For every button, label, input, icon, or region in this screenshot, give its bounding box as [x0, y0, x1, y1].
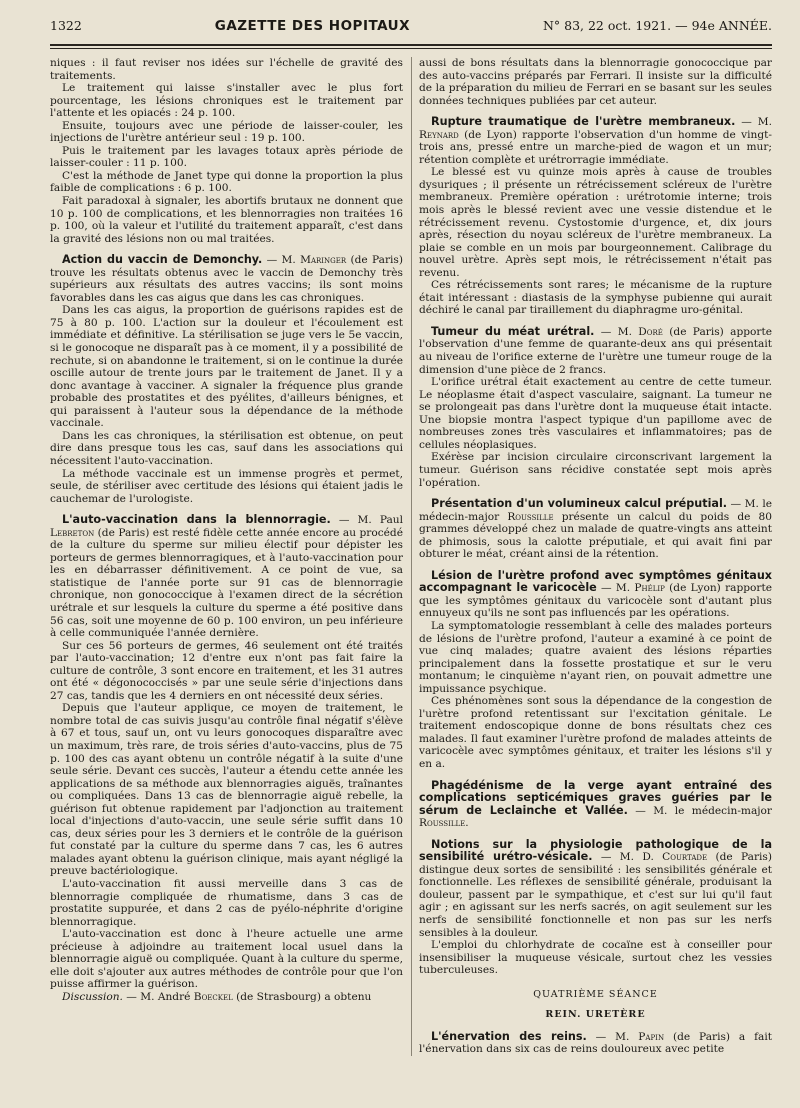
paragraph: L'orifice urétral était exactement au centre de cette tumeur. Le néoplasme était d'aspect vasculaire, saignant. La tumeur ne se prolongeait pas dans l'urètre dont la muqueuse était intacte. Une biopsie montra l'aspect typique d'un papillome avec de nombreuses zones très vasculaires et inflammatoires; pas de cellules néoplasiques.: [419, 376, 772, 451]
paragraph: Le traitement qui laisse s'installer avec le plus fort pourcentage, les lésions chroniques est le traitement par l'attente et les opiacés : 24 p. 100.: [50, 82, 403, 120]
paragraph: Dans les cas aigus, la proportion de guérisons rapides est de 75 à 80 p. 100. L'action sur la douleur et l'écoulement est immédiate et définitive. La stérilisation se juge vers le 5e vaccin, si le gonocoque ne disparaît pas à ce moment, il y a possibilité de rechute, si on abandonne le traitement, si on le continue la durée oscille autour de trente jours par le traitement de Janet. Il y a donc avantage à vacciner. A signaler la fréquence plus grande probable des prostatites et des pyélites, d'ailleurs bénignes, et qui paraissent à l'auteur sous la dépendance de la méthode vaccinale.: [50, 304, 403, 430]
paragraph: L'auto-vaccination est donc à l'heure actuelle une arme précieuse à adjoindre au traitement local usuel dans la blennorragie aiguë ou compliquée. Quant à la culture du sperme, elle doit s'ajouter aux autres méthodes de contrôle pour que l'on puisse affirmer la guérison.: [50, 928, 403, 991]
author-name: Reynard: [419, 128, 459, 141]
author-name: Maringer: [300, 254, 347, 267]
page-header: [50, 18, 772, 38]
paragraph: Ensuite, toujours avec une période de laisser-couler, les injections de l'urètre antérieur seul : 19 p. 100.: [50, 119, 403, 145]
author-name: Phélip: [634, 582, 665, 595]
right-column: [419, 57, 772, 1056]
section-lesion: Lésion de l'urètre profond avec symptômes génitaux accompagnant le varicocèle — M. Phélip (de Lyon) rapporte que les symptômes génitaux du varicocèle sont d'autant plus ennuyeux qu'ils ne sont pas influencés par les opérations.: [419, 568, 772, 620]
discussion: Discussion. — M. André Boeckel (de Strasbourg) a obtenu: [62, 990, 372, 1003]
paragraph: La méthode vaccinale est un immense progrès et permet, seule, de stériliser avec certitude des lésions qui étaient jadis le cauchemar de l'urologiste.: [50, 467, 403, 505]
section-auto-vaccination: L'auto-vaccination dans la blennorragie. — M. Paul Lebreton (de Paris) est resté fidèle cette année encore au procédé de la culture du sperme sur milieu électif pour dépister les porteurs de germes blennorragiques, et à l'auto-vaccination pour les en débarrasser définitivement. A ce point de vue, sa statistique de l'année porte sur 91 cas de blennorragie chronique, non gonococcique à l'examen direct de la sécrétion urétrale et sur lesquels la culture du sperme a été positive dans 56 cas, soit une moyenne de 60 p. 100 environ, un peu inférieure à celle communiquée l'année dernière.: [50, 513, 403, 640]
section-title: Rupture traumatique de l'urètre membraneux.: [431, 115, 736, 129]
section-title: L'énervation des reins.: [431, 1029, 587, 1043]
section-enervation: L'énervation des reins. — M. Papin (de Paris) a fait l'énervation dans six cas de reins douloureux avec petite: [419, 1029, 773, 1056]
session-topic: REIN. URETÈRE: [545, 1009, 646, 1021]
paragraph: Fait paradoxal à signaler, les abortifs brutaux ne donnent que 10 p. 100 de complications, et les blennorragies non traitées 16 p. 100, où la valeur et l'utilité du traitement apparaît, c'est dans la gravité des lésions non ou mal traitées.: [50, 195, 403, 245]
section-title: L'auto-vaccination dans la blennorragie.: [62, 513, 331, 527]
author-name: Boeckel: [193, 990, 233, 1003]
section-title: Lésion de l'urètre profond avec symptômes génitaux accompagnant le varicocèle: [419, 568, 772, 595]
author-name: Doré: [638, 325, 663, 338]
paragraph: Puis le traitement par les lavages totaux après période de laisser-couler : 11 p. 100.: [50, 144, 403, 170]
paragraph: Dans les cas chroniques, la stérilisation est obtenue, on peut dire dans presque tous les cas, sauf dans les associations qui nécessitent l'auto-vaccination.: [50, 429, 403, 467]
header-rule-thin: [50, 48, 772, 49]
paragraph: niques : il faut reviser nos idées sur l'échelle de gravité des traitements.: [50, 57, 403, 82]
page-number: 1322: [50, 18, 82, 33]
paragraph: Le blessé est vu quinze mois après à cause de troubles dysuriques ; il présente un rétrécissement scléreux de l'urètre membraneux. Première opération : urétrotomie interne; trois mois après le blessé revient avec une vessie distendue et le rétrécissement revenu. Cystostomie d'urgence, et, dix jours après, résection du noyau scléreux de l'urètre membraneux. La plaie se comble en un mois par bourgeonnement. Calibrage du nouvel urètre. Après sept mois, le rétrécissement n'était pas revenu.: [419, 166, 772, 279]
section-phagedenisme: Phagédénisme de la verge ayant entraîné des complications septicémiques graves guéries par le sérum de Leclainche et Vallée. — M. le médecin-major Roussille.: [419, 778, 772, 830]
paragraph: C'est la méthode de Janet type qui donne la proportion la plus faible de complications : 6 p. 100.: [50, 169, 403, 195]
section-title: Présentation d'un volumineux calcul préputial.: [431, 497, 728, 511]
section-sensibilite: Notions sur la physiologie pathologique de la sensibilité urétro-vésicale. — M. D. Courtade (de Paris) distingue deux sortes de sensibilité : les sensibilités générale et fonctionnelle. Les réflexes de sensibilité générale, produisant la douleur, passent par le sympathique, et c'est sur lui qu'il faut agir ; en agissant sur les nerfs sacrés, on agit seulement sur les nerfs de sensibilité fonctionnelle et non pas sur les nerfs sensibles à la douleur.: [419, 837, 772, 939]
paragraph: L'emploi du chlorhydrate de cocaïne est à conseiller pour insensibiliser la muqueuse vésicale, surtout chez les vessies tuberculeuses.: [419, 939, 772, 977]
issue-info: N° 83, 22 oct. 1921. — 94e ANNÉE.: [542, 18, 772, 33]
session-heading: QUATRIÈME SÉANCE: [533, 988, 658, 1000]
author-name: Papin: [638, 1030, 665, 1043]
section-tumeur: Tumeur du méat urétral. — M. Doré (de Paris) apporte l'observation d'une femme de quarante-deux ans qui présentait au niveau de l'orifice externe de l'urètre une tumeur rouge de la dimension d'une pièce de 2 francs.: [419, 324, 772, 376]
column-divider: [411, 57, 412, 1056]
section-title: Phagédénisme de la verge ayant entraîné des complications septicémiques graves guéries par le sérum de Leclainche et Vallée.: [419, 778, 772, 817]
author-name: Lebreton: [50, 526, 95, 539]
paragraph: Ces rétrécissements sont rares; le mécanisme de la rupture était intéressant : diastasis de la symphyse pubienne qui aurait déchiré le canal par tiraillement du diaphragme uro-génital.: [419, 279, 772, 317]
article-columns: [50, 57, 772, 1056]
discussion-label: Discussion.: [62, 990, 123, 1003]
section-title: Action du vaccin de Demonchy.: [62, 253, 263, 267]
author-name: Roussille: [507, 510, 554, 523]
paragraph: Ces phénomènes sont sous la dépendance de la congestion de l'urètre profond retentissant sur l'excitation génitale. Le traitement endoscopique donne de bons résultats chez ces malades. Il faut examiner l'urètre profond de malades atteints de varicocèle avec symptômes génitaux, et traiter les lésions s'il y en a.: [419, 695, 772, 770]
section-title: Tumeur du méat urétral.: [431, 324, 595, 338]
paragraph: L'auto-vaccination fit aussi merveille dans 3 cas de blennorragie compliquée de rhumatisme, dans 3 cas de prostatite suppurée, et dans 2 cas de pyélo-néphrite d'origine blennorragique.: [50, 878, 403, 928]
section-calcul: Présentation d'un volumineux calcul préputial. — M. le médecin-major Roussille présente un calcul du poids de 80 grammes développé chez un malade de quatre-vingts ans atteint de phimosis, sous la calotte préputiale, et qui avait fini par obturer le méat, créant ainsi de la rétention.: [419, 497, 772, 561]
paragraph: Depuis que l'auteur applique, ce moyen de traitement, le nombre total de cas suivis jusqu'au contrôle final négatif s'élève à 67 et tous, sauf un, ont vu leurs gonocoques disparaître avec un maximum, très rare, de trois séries d'auto-vaccins, plus de 75 p. 100 des cas ayant obtenu un contrôle négatif à la suite d'une seule série. Devant ces succès, l'auteur a étendu cette année les applications de sa méthode aux blennorragies aiguës, traînantes ou compliquées. Dans 13 cas de blennorragie aiguë rebelle, la guérison fut obtenue rapidement par l'adjonction au traitement local d'injections d'auto-vaccin, une seule série suffit dans 10 cas, deux séries pour les 3 derniers et le contrôle de la guérison fut constaté par la culture du sperme dans 7 cas, les 6 autres malades ayant obtenu la guérison clinique, mais ayant négligé la preuve bactériologique.: [50, 702, 403, 878]
header-rule: [50, 44, 772, 46]
left-column: [50, 57, 403, 1056]
paragraph: aussi de bons résultats dans la blennorragie gonococcique par des auto-vaccins préparés par Ferrari. Il insiste sur la difficulté de la préparation du milieu de Ferrari en se basant sur les seules données techniques publiées par cet auteur.: [419, 57, 772, 107]
section-title: Notions sur la physiologie pathologique de la sensibilité urétro-vésicale.: [419, 837, 772, 864]
author-name: Roussille.: [419, 817, 469, 830]
author-name: Courtade: [662, 851, 708, 864]
section-rupture: Rupture traumatique de l'urètre membraneux. — M. Reynard (de Lyon) rapporte l'observation d'un homme de vingt-trois ans, pressé entre un marche-pied de wagon et un mur; rétention complète et urétrorragie immédiate.: [419, 115, 772, 166]
paragraph: Sur ces 56 porteurs de germes, 46 seulement ont été traités par l'auto-vaccination; 12 d'entre eux n'ont pas fait faire la culture de contrôle, 3 sont encore en traitement, et les 31 autres ont été « dégonococcisés » par une seule série d'injections dans 27 cas, tandis que les 4 derniers en ont nécessité deux séries.: [50, 639, 403, 702]
journal-title: GAZETTE DES HOPITAUX: [214, 18, 411, 34]
paragraph: La symptomatologie ressemblant à celle des malades porteurs de lésions de l'urètre profond, l'auteur a examiné à ce point de vue cinq malades; quatre avaient des lésions réparties principalement dans la fossette prostatique et sur le veru montanum; le cinquième n'ayant rien, on pouvait admettre une impuissance psychique.: [419, 619, 772, 695]
section-demonchy: Action du vaccin de Demonchy. — M. Maringer (de Paris) trouve les résultats obtenus avec le vaccin de Demonchy très supérieurs aux résultats des autres vaccins; ils sont moins favorables dans les cas aigus que dans les cas chroniques.: [50, 253, 403, 304]
paragraph: Exérèse par incision circulaire circonscrivant largement la tumeur. Guérison sans récidive constatée sept mois après l'opération.: [419, 451, 772, 489]
